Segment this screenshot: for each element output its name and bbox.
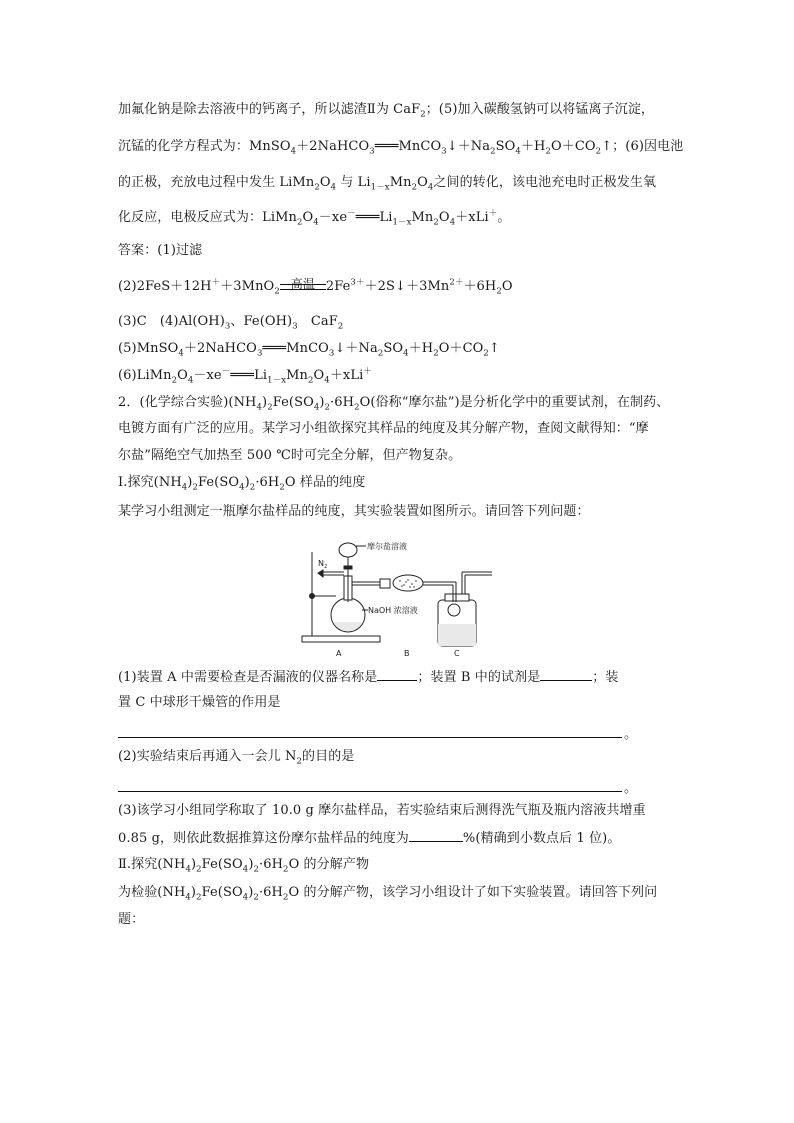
section-heading — [118, 474, 365, 492]
subscript: 4 — [185, 864, 191, 875]
text-span: Mn — [411, 210, 434, 225]
flask-a-liquid — [333, 622, 363, 631]
subscript: 4 — [313, 217, 319, 228]
text-span: ；装 — [592, 670, 619, 685]
text-span: ↑ — [488, 341, 500, 356]
text-span: Fe(SO — [201, 857, 243, 872]
text-span: 题： — [118, 912, 145, 927]
text-span: ＋2S↓＋3Mn — [364, 279, 450, 294]
subscript: 2 — [253, 892, 259, 903]
subscript: 4 — [330, 182, 337, 193]
text-span: 、Fe(OH) — [230, 314, 293, 329]
subscript: 4 — [515, 146, 521, 157]
label-salt-solution: 摩尔盐溶液 — [367, 542, 407, 551]
answer-line-blank[interactable] — [118, 791, 622, 792]
text-span: Ⅱ.探究(NH — [118, 857, 186, 872]
text-span: O 样品的纯度 — [284, 475, 366, 490]
text-line — [118, 420, 649, 438]
text-span: 电镀方面有广泛的应用。某学习小组欲探究其样品的纯度及其分解产物，查阅文献得知：“摩 — [118, 421, 649, 436]
text-span: (3)该学习小组同学称取了 10.0 g 摩尔盐样品，若实验结束后测得洗气瓶及瓶内溶液共增重 — [118, 803, 646, 818]
subscript: 2 — [377, 348, 384, 359]
text-span: Fe(SO — [272, 395, 314, 410]
text-line — [118, 209, 510, 227]
text-span: ) — [248, 857, 254, 872]
text-span: ＋xLi — [329, 368, 364, 383]
label-naoh: NaOH 浓溶液 — [368, 606, 418, 615]
subscript: 4 — [290, 146, 297, 157]
text-span: 加氟化钠是除去溶液中的钙离子，所以滤渣Ⅱ为 CaF — [118, 102, 421, 117]
subscript: 4 — [449, 217, 456, 228]
stand-base — [302, 636, 380, 642]
subscript: 4 — [403, 348, 409, 359]
text-span: ) — [190, 885, 197, 900]
text-line — [118, 503, 590, 521]
drying-tube-b — [393, 575, 423, 591]
text-span: ＋2NaHCO — [296, 139, 370, 154]
subscript: 1－x — [392, 217, 412, 228]
subscript: 3 — [256, 348, 263, 359]
text-span: 的目的是 — [302, 749, 355, 764]
text-span: SO — [495, 139, 516, 154]
subscript: 3 — [292, 321, 298, 332]
text-span: 与 Li — [336, 175, 371, 190]
subscript: 2 — [496, 286, 502, 297]
subscript: 1－x — [267, 375, 287, 386]
superscript: － — [347, 208, 356, 219]
question-header — [118, 394, 669, 412]
subscript: 2 — [433, 217, 439, 228]
apparatus-figure — [296, 532, 496, 662]
text-span: (1)装置 A 中需要检查是否漏液的仪器名称是 — [118, 670, 378, 685]
period: 。 — [624, 727, 638, 742]
text-span: ＋xLi — [455, 210, 489, 225]
text-span: ＋H — [520, 139, 546, 154]
text-span: ═══Li — [355, 210, 393, 225]
text-span: ═══MnCO — [262, 341, 329, 356]
text-line — [118, 694, 281, 712]
text-line — [118, 174, 656, 192]
text-span: SO — [383, 341, 404, 356]
text-span: ↑；(6)因电池 — [601, 139, 684, 154]
text-span: ) — [190, 857, 197, 872]
subscript: 2 — [279, 482, 285, 493]
text-span: 为检验(NH — [118, 885, 186, 900]
subscript: 2 — [192, 482, 198, 493]
text-span: ·6H — [330, 395, 355, 410]
text-span: 的正极，充放电过程中发生 LiMn — [118, 175, 315, 190]
subscript: 4 — [242, 864, 249, 875]
subscript: 4 — [181, 482, 188, 493]
text-span: ) — [248, 885, 254, 900]
subscript: 2 — [420, 109, 426, 120]
n2-arrow — [318, 570, 323, 577]
subscript: 2 — [337, 321, 344, 332]
superscript: ＋ — [363, 366, 372, 377]
separatory-funnel — [339, 543, 357, 557]
answer-line — [118, 367, 372, 385]
text-span: 0.85 g，则依此数据推算这份摩尔盐样品的纯度为 — [118, 831, 409, 846]
text-span: Mn — [286, 368, 309, 383]
text-span: ·6H — [255, 475, 280, 490]
subscript: 4 — [313, 402, 320, 413]
subscript: 2 — [296, 756, 303, 767]
text-line — [118, 138, 683, 156]
period: 。 — [624, 781, 638, 796]
superscript: 2＋ — [449, 277, 464, 288]
subscript: 3 — [369, 146, 375, 157]
clamp-knob — [310, 594, 315, 599]
subscript: 2 — [433, 348, 439, 359]
superscript: ＋ — [211, 277, 221, 288]
subscript: 2 — [267, 402, 273, 413]
answer-blank[interactable] — [377, 668, 417, 681]
text-span: ＋H — [408, 341, 434, 356]
subscript: 2 — [354, 402, 360, 413]
subscript: 2 — [253, 864, 259, 875]
subscript: 2 — [490, 146, 496, 157]
answer-line — [118, 278, 513, 296]
subscript: 2 — [324, 402, 331, 413]
sub-question-3 — [118, 802, 646, 820]
text-span: Fe(SO — [197, 475, 240, 490]
text-span: 之间的转化，该电池充电时正极发生氧 — [433, 175, 657, 190]
subscript: 2 — [483, 348, 489, 359]
text-line — [118, 911, 144, 929]
text-line — [118, 101, 654, 119]
text-line — [118, 884, 657, 902]
condition-label: 高温 — [290, 277, 315, 291]
text-line — [118, 447, 461, 465]
subscript: 2 — [308, 375, 314, 386]
subscript: 2 — [196, 892, 202, 903]
text-span: (3)C (4)Al(OH) — [118, 314, 225, 329]
label-b: B — [404, 649, 410, 658]
answer-blank[interactable] — [540, 668, 592, 681]
text-span: ；(5)加入碳酸氢钠可以将锰离子沉淀， — [425, 102, 655, 117]
text-span: 2．(化学综合实验)(NH — [118, 395, 257, 410]
subscript: 2 — [595, 146, 602, 157]
funnel-stopcock — [344, 566, 352, 569]
subscript: 2 — [545, 146, 551, 157]
text-span: Fe(SO — [201, 885, 243, 900]
text-span: －xe — [318, 210, 348, 225]
subscript: 4 — [185, 892, 191, 903]
text-span: ) — [262, 395, 268, 410]
text-span: (5)MnSO — [118, 341, 179, 356]
label-n2: $N_2$ — [318, 559, 328, 570]
text-span: 置 C 中球形干燥管的作用是 — [118, 695, 281, 710]
subscript: 2 — [196, 864, 202, 875]
subscript: 2 — [249, 482, 256, 493]
text-span: ) — [187, 475, 193, 490]
subscript: 1－x — [370, 182, 390, 193]
subscript: 4 — [187, 375, 194, 386]
tube-b-stopper — [380, 579, 390, 588]
subscript: 2 — [274, 286, 280, 297]
text-span: O — [501, 279, 513, 294]
text-span: ↓＋Na — [446, 139, 491, 154]
text-span: O — [417, 175, 428, 190]
text-span: O — [319, 175, 331, 190]
text-span: ＋3MnO — [220, 279, 275, 294]
text-line — [118, 829, 620, 848]
bottle-c-liquid — [438, 624, 476, 646]
text-span: O — [438, 210, 450, 225]
answer-line — [118, 340, 500, 358]
subscript: 2 — [282, 892, 289, 903]
text-span: ；装置 B 中的试剂是 — [417, 670, 541, 685]
text-span: ＋6H — [463, 279, 497, 294]
text-span: CaF — [297, 314, 338, 329]
text-span: 2Fe — [325, 279, 351, 294]
bottle-c-stopper — [445, 594, 469, 601]
text-span: 沉锰的化学方程式为：MnSO — [118, 139, 291, 154]
answer-line-blank[interactable] — [118, 737, 622, 738]
superscript: 3＋ — [350, 277, 365, 288]
text-span: O＋CO — [551, 139, 596, 154]
text-span: O(俗称“摩尔盐”)是分析化学中的重要试剂，在制药、 — [359, 395, 670, 410]
answer-line — [118, 313, 343, 331]
answer-blank[interactable] — [409, 829, 463, 842]
text-span: ) — [319, 395, 325, 410]
text-span: ·6H — [258, 885, 283, 900]
text-span: 尔盐”隔绝空气加热至 500 ℃时可完全分解，但产物复杂。 — [118, 448, 462, 463]
text-span: 化反应，电极反应式为：LiMn — [118, 210, 297, 225]
ball-drying-tube — [448, 604, 460, 616]
text-span: O — [302, 210, 314, 225]
text-span: －xe — [193, 368, 222, 383]
subscript: 4 — [427, 182, 434, 193]
subscript: 2 — [314, 182, 320, 193]
subscript: 4 — [178, 348, 184, 359]
text-span: Ⅰ.探究(NH — [118, 475, 182, 490]
text-span: ·6H — [259, 857, 284, 872]
text-span: O 的分解产物 — [288, 857, 370, 872]
text-span: 某学习小组测定一瓶摩尔盐样品的纯度，其实验装置如图所示。请回答下列问题： — [118, 504, 590, 519]
subscript: 2 — [411, 182, 418, 193]
text-span: %(精确到小数点后 1 位)。 — [462, 831, 621, 846]
text-span: (6)LiMn — [118, 368, 172, 383]
subscript: 2 — [283, 864, 289, 875]
text-span: O — [177, 368, 188, 383]
text-span: ═══MnCO — [374, 139, 442, 154]
text-span: (2)实验结束后再通入一会儿 N — [118, 749, 297, 764]
subscript: 2 — [296, 217, 303, 228]
text-span: ) — [244, 475, 250, 490]
subscript: 4 — [242, 892, 249, 903]
subscript: 2 — [171, 375, 178, 386]
text-span: O — [313, 368, 325, 383]
subscript: 4 — [256, 402, 263, 413]
subscript: 3 — [328, 348, 335, 359]
sub-question-2 — [118, 748, 354, 766]
text-span: 。 — [497, 210, 511, 225]
answer-label — [118, 242, 202, 260]
text-span: O 的分解产物，该学习小组设计了如下实验装置。请回答下列问 — [288, 885, 658, 900]
subscript: 3 — [224, 321, 231, 332]
subscript: 4 — [324, 375, 330, 386]
label-a: A — [336, 649, 342, 658]
text-span: ＋2NaHCO — [183, 341, 257, 356]
text-span: ═══Li — [230, 368, 268, 383]
subscript: 4 — [239, 482, 245, 493]
text-span: ↓＋Na — [334, 341, 378, 356]
section-heading — [118, 856, 369, 874]
superscript: － — [221, 366, 231, 377]
subscript: 3 — [441, 146, 447, 157]
reaction-condition — [280, 277, 326, 291]
text-span: (2)2FeS＋12H — [118, 279, 212, 294]
label-c: C — [454, 649, 460, 658]
superscript: ＋ — [488, 208, 498, 219]
text-span: O＋CO — [438, 341, 484, 356]
sub-question-1 — [118, 668, 619, 687]
text-span: 答案：(1)过滤 — [118, 243, 203, 258]
text-span: Mn — [389, 175, 412, 190]
